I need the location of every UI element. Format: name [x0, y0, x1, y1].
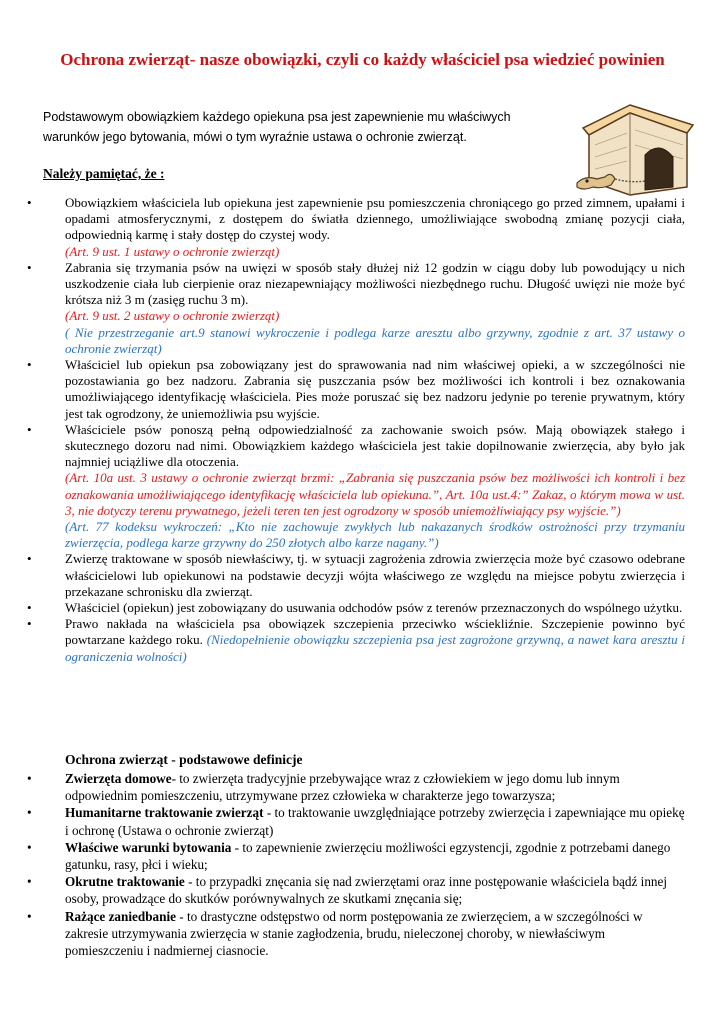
bullet-icon: • — [27, 195, 32, 210]
definition-text: - to zwierzęta tradycyjnie przebywające wraz z człowiekiem w jego domu lub innym odpowiednim pomieszczeniu, utrzymywane przez człowieka w charakterze jego towarzysza; — [65, 771, 620, 804]
list-item — [25, 260, 685, 357]
obligation-text: Zabrania się trzymania psów na uwięzi w sposób stały dłużej niż 12 godzin w ciągu doby lub powodujący u nich uszkodzenie ciała lub cierpienie oraz niezapewniający możliwości niezbędnego ruchu. Długość uwięzi nie może być krótsza niż 3 m (zasięg ruchu 3 m). — [65, 259, 685, 308]
list-item — [25, 551, 685, 600]
obligation-text: Właściciel (opiekun) jest zobowiązany do usuwania odchodów psów z terenów przeznaczonych do wspólnego użytku. — [65, 600, 683, 616]
definition-term: Właściwe warunki bytowania — [65, 839, 232, 855]
definition-text: - to drastyczne odstępstwo od norm postępowania ze zwierzęciem, a w szczególności w zakresie utrzymywania zwierzęcia w stanie zagłodzenia, brudu, nieleczonej choroby, w niewłaściwym pomieszczeniu i nadmiernej ciasnocie. — [65, 908, 643, 959]
bullet-icon: • — [27, 357, 32, 373]
legal-note: (Art. 10a ust. 3 ustawy o ochronie zwierząt brzmi: „Zabrania się puszczania psów bez możliwości ich kontroli i bez oznakowania umożliwiającego identyfikację właściciela lub opiekuna.”, Art. 10a ust.4:” Zakaz, o którym mowa w ust. 3, nie dotyczy terenu prywatnego, jeżeli teren ten jest ogrodzony w sposób uniemożliwiający psy wyjście.”) — [65, 470, 685, 518]
list-item — [25, 770, 685, 804]
door — [645, 148, 673, 190]
bullet-icon: • — [27, 616, 32, 632]
obligation-text: Prawo nakłada na właściciela psa obowiązek szczepienia przeciwko wściekliźnie. Szczepienie powinno być powtarzane każdego roku. — [65, 616, 685, 648]
obligation-text: Zwierzę traktowane w sposób niewłaściwy, tj. w sytuacji zagrożenia zdrowia zwierzęcia może być czasowo odebrane właścicielowi lub opiekunowi na podstawie decyzji wójta właściwego ze względu na miejsce pobytu zwierzęcia i przekazane schronisku dla zwierząt. — [65, 551, 685, 599]
legal-note: (Art. 9 ust. 2 ustawy o ochronie zwierząt) — [65, 308, 280, 324]
page-title: Ochrona zwierząt- nasze obowiązki, czyli co każdy właściciel psa wiedzieć powinien — [60, 50, 665, 69]
definition-term: Rażące zaniedbanie — [65, 908, 176, 924]
definition-term: Okrutne traktowanie — [65, 874, 185, 890]
list-item — [25, 616, 685, 665]
bullet-icon: • — [27, 839, 32, 855]
remember-heading: Należy pamiętać, że : — [43, 166, 165, 181]
list-item — [25, 873, 685, 907]
definitions-list — [25, 770, 685, 959]
bullet-icon: • — [27, 874, 32, 890]
obligation-text: Obowiązkiem właściciela lub opiekuna jest zapewnienie psu pomieszczenia chroniącego go przed zimnem, upałami i opadami atmosferycznymi, z dostępem do światła dziennego, umożliwiające swobodną zmianę pozycji ciała, odpowiednią karmę i stały dostęp do czystej wody. — [65, 195, 685, 243]
definitions-heading: Ochrona zwierząt - podstawowe definicje — [65, 752, 303, 767]
obligation-text: Właściciele psów ponoszą pełną odpowiedzialność za zachowanie swoich psów. Mają obowiązek stałego i skutecznego dozoru nad nimi. Obowiązkiem każdego właściciela jest takie dopilnowanie zwierzęcia, aby było jak najmniej uciążliwe dla otoczenia. — [65, 421, 685, 470]
list-item — [25, 357, 685, 422]
bullet-icon: • — [27, 421, 32, 437]
bullet-icon: • — [27, 908, 32, 924]
intro-paragraph — [43, 107, 563, 147]
definition-text: - to zapewnienie zwierzęciu możliwości egzystencji, zgodnie z potrzebami danego gatunku, rasy, płci i wieku; — [65, 839, 671, 873]
bullet-icon: • — [27, 805, 32, 821]
legal-note: (Art. 9 ust. 1 ustawy o ochronie zwierząt) — [65, 243, 280, 259]
dog-house-illustration — [575, 95, 695, 200]
intro-line: warunków jego bytowania, mówi o tym wyraźnie ustawa o ochronie zwierząt. — [43, 130, 467, 144]
list-item — [25, 908, 685, 960]
list-item — [25, 804, 685, 838]
list-item — [25, 195, 685, 260]
list-item — [25, 422, 685, 552]
intro-line: Podstawowym obowiązkiem każdego opiekuna psa jest zapewnienie mu właściwych — [43, 110, 511, 124]
obligations-list — [25, 195, 685, 665]
definition-term: Zwierzęta domowe — [65, 771, 172, 786]
definition-term: Humanitarne traktowanie zwierząt — [65, 805, 264, 821]
definition-text: - to traktowanie uwzględniające potrzeby zwierzęcia i zapewniające mu opiekę i ochronę (Ustawa o ochronie zwierząt) — [65, 805, 685, 838]
bullet-icon: • — [27, 600, 32, 616]
penalty-note: (Niedopełnienie obowiązku szczepienia psa jest zagrożone grzywną, a nawet kara aresztu i ograniczenia wolności) — [65, 632, 685, 664]
obligation-text: Właściciel lub opiekun psa zobowiązany jest do sprawowania nad nim właściwej opieki, a w szczególności nie pozostawiania go bez nadzoru. Zabrania się puszczania psów bez możliwości ich kontroli i bez oznakowania umożliwiającego identyfikację właściciela. Pies może poruszać się bez nadzoru jedynie po terenie prywatnym, który jest tak ogrodzony, że uniemożliwia psu wyjście. — [65, 357, 685, 421]
bullet-icon: • — [27, 551, 32, 567]
definition-text: - to przypadki znęcania się nad zwierzętami oraz inne postępowanie właściciela bądź innej osoby, prowadzące do skutków porównywalnych ze skutkami znęcania się; — [65, 874, 668, 907]
bullet-icon: • — [27, 259, 32, 275]
list-item — [25, 839, 685, 873]
penalty-note: (Art. 77 kodeksu wykroczeń: „Kto nie zachowuje zwykłych lub nakazanych środków ostrożności przy trzymaniu zwierzęcia, podlega karze grzywny do 250 złotych albo karze nagany.”) — [65, 519, 685, 551]
bullet-icon: • — [27, 771, 32, 786]
penalty-note: ( Nie przestrzeganie art.9 stanowi wykroczenie i podlega karze aresztu albo grzywny, zgodnie z art. 37 ustawy o ochronie zwierząt) — [65, 324, 685, 356]
list-item — [25, 600, 685, 616]
